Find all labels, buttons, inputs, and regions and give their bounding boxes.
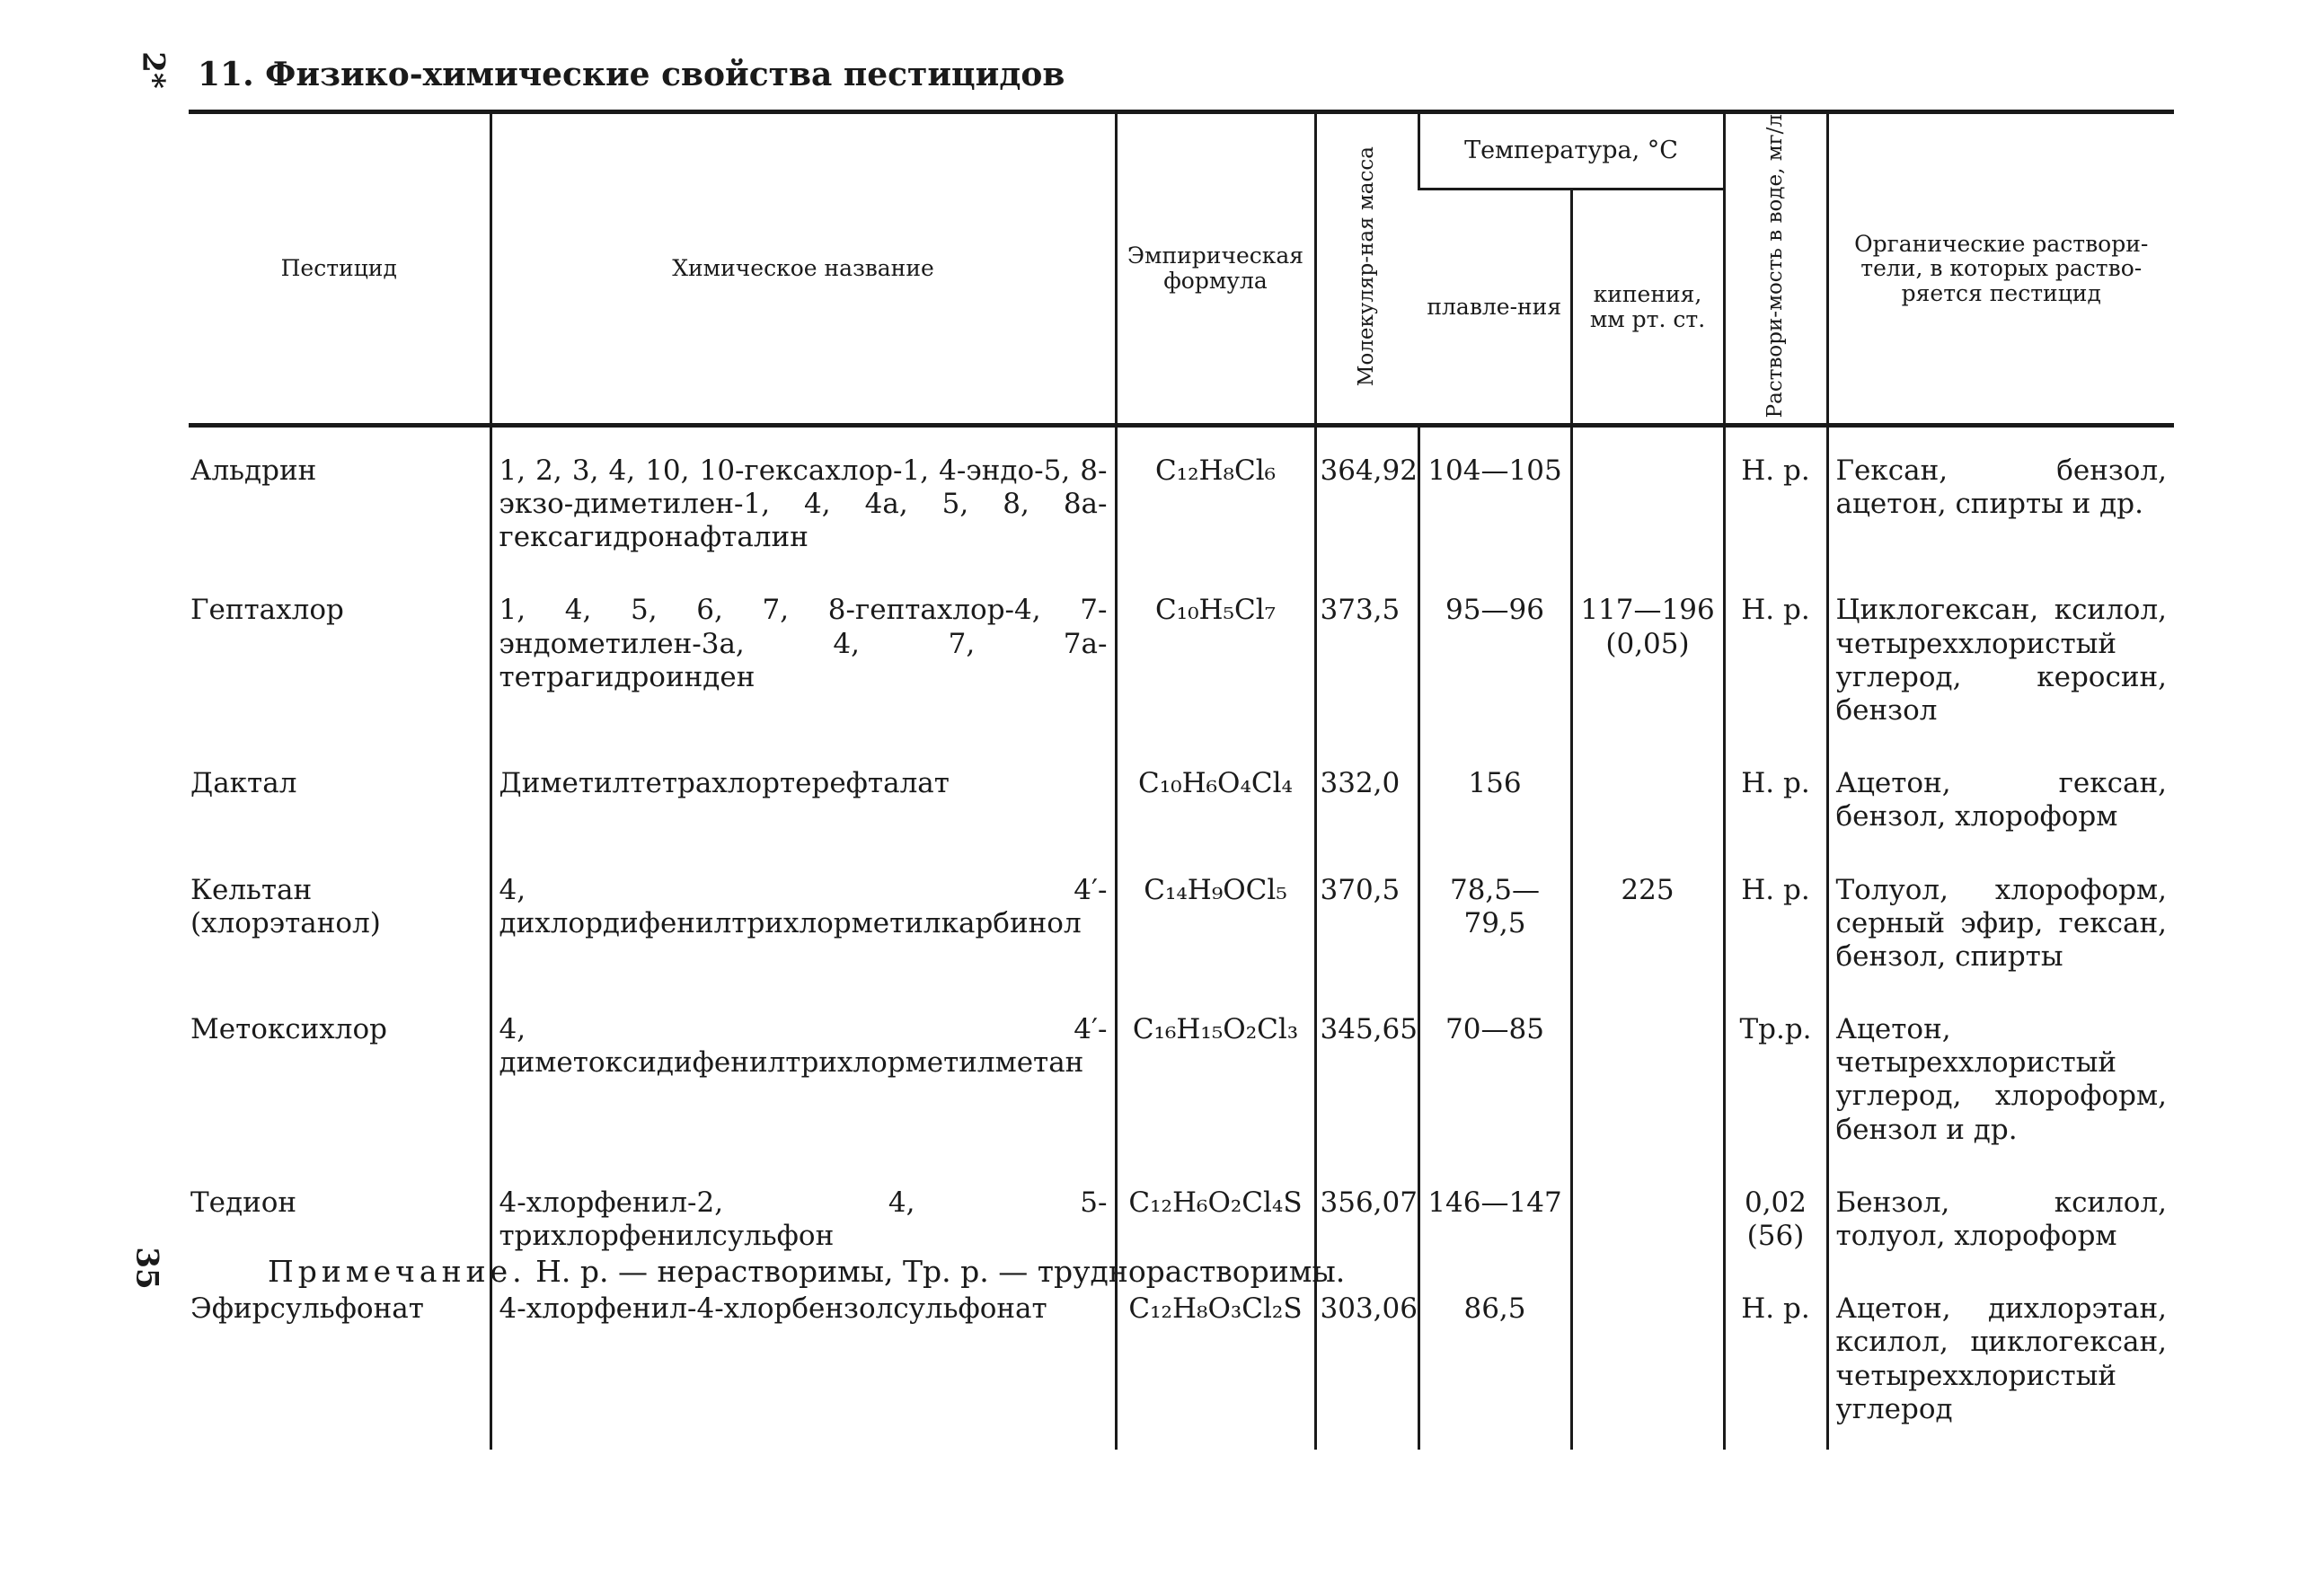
cell-solubility: Н. р.: [1724, 740, 1827, 846]
cell-boiling: [1571, 740, 1724, 846]
cell-mass: 364,92: [1315, 425, 1418, 567]
header-solubility: [1724, 112, 1827, 426]
header-pesticide: Пестицид: [189, 112, 490, 426]
cell-solubility: 0,02 (56): [1724, 1160, 1827, 1265]
cell-chemical-name: 4-хлорфенил-4-хлорбензолсульфонат: [490, 1265, 1116, 1450]
cell-mass: 303,06: [1315, 1265, 1418, 1450]
cell-pesticide: Кельтан (хлорэтанол): [190, 873, 381, 939]
cell-solvents: Толуол, хлороформ, серный эфир, гексан, бензол, спирты: [1827, 847, 2174, 987]
cell-melting: 86,5: [1418, 1265, 1571, 1450]
cell-chemical-name: 4-хлорфенил-2, 4, 5-трихлорфенилсульфон: [490, 1160, 1116, 1265]
note-label: Примечание.: [268, 1254, 526, 1289]
cell-solvents: Ацетон, дихлорэтан, ксилол, циклогексан, четыреххлористый углерод: [1827, 1265, 2174, 1450]
cell-solvents: Гексан, бензол, ацетон, спирты и др.: [1827, 425, 2174, 567]
cell-solubility: Н. р.: [1724, 1265, 1827, 1450]
cell-melting: 104—105: [1418, 425, 1571, 567]
margin-signature-mark: 2*: [135, 51, 172, 89]
cell-pesticide: Эфирсульфонат: [190, 1292, 424, 1326]
table-row: [189, 425, 2174, 567]
header-solubility-label: Раствори-мость в воде, мг/л: [1763, 114, 1788, 419]
cell-boiling: 117—196 (0,05): [1571, 567, 1724, 740]
cell-formula: C₁₄H₉OCl₅: [1116, 847, 1315, 987]
cell-pesticide: Метоксихлор: [190, 1013, 387, 1046]
table-body: [189, 425, 2174, 1450]
cell-formula: C₁₆H₁₅O₂Cl₃: [1116, 986, 1315, 1160]
cell-boiling: 225: [1571, 847, 1724, 987]
cell-formula: C₁₂H₈O₃Cl₂S: [1116, 1265, 1315, 1450]
pesticide-properties-table: [189, 110, 2174, 1450]
cell-mass: 370,5: [1315, 847, 1418, 987]
cell-melting: 146—147: [1418, 1160, 1571, 1265]
cell-solvents: Ацетон, четыреххлористый углерод, хлороформ, бензол и др.: [1827, 986, 2174, 1160]
cell-mass: 332,0: [1315, 740, 1418, 846]
table-row: [189, 847, 2174, 987]
cell-solvents: Бензол, ксилол, толуол, хлороформ: [1827, 1160, 2174, 1265]
cell-pesticide: Гептахлор: [190, 594, 344, 627]
cell-boiling: [1571, 1160, 1724, 1265]
cell-solubility: Н. р.: [1724, 425, 1827, 567]
cell-chemical-name: 4, 4′-диметоксидифенилтрихлорметилметан: [490, 986, 1116, 1160]
cell-solubility: Н. р.: [1724, 847, 1827, 987]
table-row: [189, 567, 2174, 740]
cell-pesticide: Альдрин: [190, 454, 317, 487]
cell-chemical-name: Диметилтетрахлортерефталат: [490, 740, 1116, 846]
cell-melting: 70—85: [1418, 986, 1571, 1160]
table-row: [189, 1265, 2174, 1450]
cell-boiling: [1571, 425, 1724, 567]
cell-boiling: [1571, 986, 1724, 1160]
cell-formula: C₁₀H₆O₄Cl₄: [1116, 740, 1315, 846]
header-chemical-name: Химическое название: [490, 112, 1116, 426]
cell-chemical-name: 1, 4, 5, 6, 7, 8-гептахлор-4, 7-эндометилен-3а, 4, 7, 7а-тетрагидроинден: [490, 567, 1116, 740]
cell-solvents: Циклогексан, ксилол, четыреххлористый углерод, керосин, бензол: [1827, 567, 2174, 740]
cell-mass: 345,65: [1315, 986, 1418, 1160]
cell-formula: C₁₂H₆O₂Cl₄S: [1116, 1160, 1315, 1265]
header-mass: [1315, 112, 1418, 426]
table-row: [189, 986, 2174, 1160]
cell-pesticide: Дактал: [190, 767, 297, 800]
cell-mass: 356,07: [1315, 1160, 1418, 1265]
cell-formula: C₁₂H₈Cl₆: [1116, 425, 1315, 567]
cell-pesticide: Тедион: [190, 1186, 297, 1219]
header-temperature: Температура, °С: [1418, 112, 1724, 190]
cell-melting: 78,5—79,5: [1418, 847, 1571, 987]
cell-solvents: Ацетон, гексан, бензол, хлороформ: [1827, 740, 2174, 846]
cell-chemical-name: 1, 2, 3, 4, 10, 10-гексахлор-1, 4-эндо-5, 8-экзо-диметилен-1, 4, 4а, 5, 8, 8а-гексагидронафталин: [490, 425, 1116, 567]
page-number: 35: [128, 1247, 165, 1290]
header-boiling: кипения, мм рт. ст.: [1571, 190, 1724, 425]
header-mass-label: Молекуляр-ная масса: [1355, 145, 1379, 386]
header-melting: плавле-ния: [1418, 190, 1571, 425]
cell-formula: C₁₀H₅Cl₇: [1116, 567, 1315, 740]
header-formula: Эмпирическая формула: [1116, 112, 1315, 426]
table-title: 11. Физико-химические свойства пестицидов: [198, 56, 1065, 93]
table-row: [189, 1160, 2174, 1265]
cell-solubility: Тр.р.: [1724, 986, 1827, 1160]
table-note: [268, 1254, 1345, 1289]
table-row: [189, 740, 2174, 846]
cell-solubility: Н. р.: [1724, 567, 1827, 740]
cell-melting: 95—96: [1418, 567, 1571, 740]
header-solvents: Органические раствори-тели, в которых раство-ряется пестицид: [1827, 112, 2174, 426]
cell-mass: 373,5: [1315, 567, 1418, 740]
note-text: Н. р. — нерастворимы, Тр. р. — труднорастворимы.: [535, 1254, 1346, 1289]
cell-boiling: [1571, 1265, 1724, 1450]
cell-melting: 156: [1418, 740, 1571, 846]
cell-chemical-name: 4, 4′-дихлордифенилтрихлорметилкарбинол: [490, 847, 1116, 987]
